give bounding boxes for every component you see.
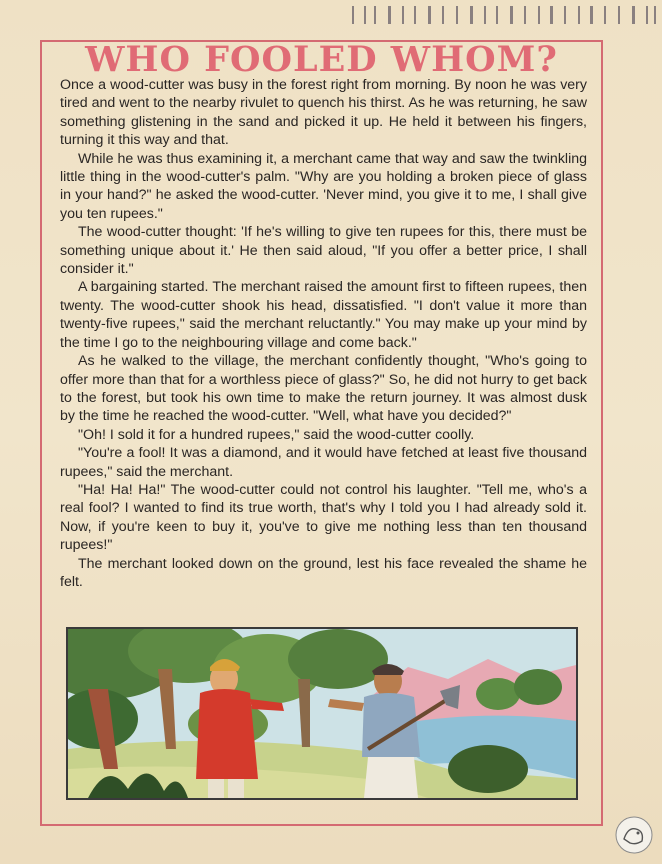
story-paragraph-2: While he was thus examining it, a merchant came that way and saw the twinkling little thing in the wood-cutter's palm. "Why are you holding a broken piece of glass in your hand?" he asked the wood-cutter. 'Never mind, you give it to me, I shall give you ten rupees." bbox=[60, 150, 587, 222]
story-paragraph-3: The wood-cutter thought: 'If he's willing to give ten rupees for this, there must be something unique about it.' He then said aloud, "If you offer a better price, I shall consider it." bbox=[60, 224, 587, 278]
story-paragraph-5: As he walked to the village, the merchant confidently thought, "Who's going to offer more than that for a worthless piece of glass?" So, he did not hurry to get back to the forest, but took his own time to make the return journey. It was almost dusk by the time he reached the wood-cutter. "Well, what have you decided?" bbox=[60, 353, 587, 425]
story-title: WHO FOOLED WHOM? bbox=[85, 39, 558, 80]
story-paragraph-7: "You're a fool! It was a diamond, and it would have fetched at least five thousand rupees," said the merchant. bbox=[60, 445, 587, 480]
story-paragraph-8: "Ha! Ha! Ha!" The wood-cutter could not control his laughter. "Tell me, who's a real fool? I wanted to find its true worth, that's why I told you I had already sold it. Now, if you're keen to buy it, you've to give me nothing less than ten thousand rupees!" bbox=[60, 481, 587, 554]
story-body bbox=[60, 76, 587, 591]
story-paragraph-6: "Oh! I sold it for a hundred rupees," said the wood-cutter coolly. bbox=[78, 426, 475, 443]
story-paragraph-4: A bargaining started. The merchant raised the amount first to fifteen rupees, then twenty. The wood-cutter shook his head, dissatisfied. "I don't value it more than twenty-five rupees," said the merchant reluctantly." You may make up your mind by the time I go to the neighbouring village and come back." bbox=[60, 279, 587, 351]
story-illustration bbox=[66, 627, 578, 800]
publisher-logo bbox=[614, 815, 654, 855]
story-paragraph-9: The merchant looked down on the ground, lest his face revealed the shame he felt. bbox=[60, 555, 587, 590]
barcode-strip bbox=[352, 2, 658, 26]
story-paragraph-1: Once a wood-cutter was busy in the forest right from morning. By noon he was very tired and went to the nearby rivulet to quench his thirst. As he was returning, he saw something glistening in the sand and picked it up. He held it between his fingers, turning it this way and that. bbox=[60, 77, 587, 149]
